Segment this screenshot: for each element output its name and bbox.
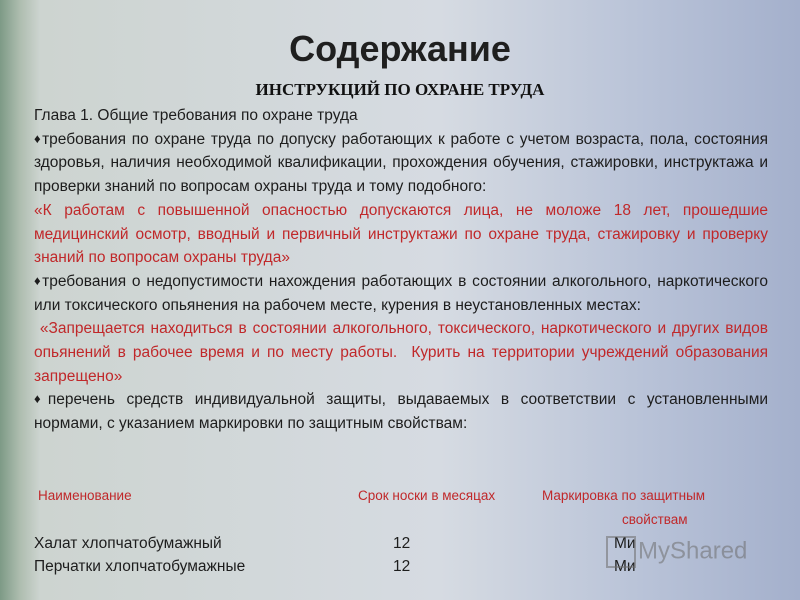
paragraph-2 <box>34 270 768 317</box>
table-header-name: Наименование <box>38 488 132 503</box>
slide-subtitle: ИНСТРУКЦИЙ ПО ОХРАНЕ ТРУДА <box>255 80 545 99</box>
watermark-logo-icon <box>606 536 636 568</box>
diamond-bullet-icon: ♦ <box>34 130 43 146</box>
table-row-1-term: 12 <box>393 535 411 552</box>
table-row-2-name: Перчатки хлопчатобумажные <box>34 558 246 575</box>
quote-2: «Запрещается находиться в состоянии алкогольного, токсического, наркотического и других видов опьянений в рабочее время и по месту работы. Курить на территории учреждений образования запрещено» <box>34 320 773 385</box>
paragraph-3-text: перечень средств индивидуальной защиты, выдаваемых в соответствии с установленными нормами, с указанием маркировки по защитным свойствам: <box>34 391 769 433</box>
watermark <box>606 536 747 568</box>
chapter-heading: Глава 1. Общие требования по охране труда <box>34 107 358 124</box>
quote-1: «К работам с повышенной опасностью допускаются лица, не моложе 18 лет, прошедшие медицинский осмотр, вводный и первичный инструктажи по охране труда, стажировку и проверку знаний по вопросам охраны труда» <box>34 201 768 267</box>
table-row-1-mark: Ми <box>614 535 636 552</box>
table-header-mark-line2: свойствам <box>622 512 688 527</box>
paragraph-2-text: требования о недопустимости нахождения работающих в состоянии алкогольного, наркотического или токсического опьянения на рабочем месте, курения в неустановленных местах: <box>34 272 768 314</box>
paragraph-1-text: требования по охране труда по допуску работающих к работе с учетом возраста, пола, состояния здоровья, наличия необходимой квалификации, прохождения обучения, стажировки, инструктажа и проверки знаний по вопросам охраны труда и тому подобного: <box>34 130 768 196</box>
table-row-2-term: 12 <box>393 558 411 575</box>
watermark-text: MyShared <box>638 537 748 565</box>
paragraph-3 <box>34 388 768 435</box>
table-row-2-mark: Ми <box>614 558 636 575</box>
table-header-term: Срок носки в месяцах <box>358 488 496 503</box>
diamond-bullet-icon: ♦ <box>34 272 43 288</box>
table-header-mark-line1: Маркировка по защитным <box>542 488 706 503</box>
content-body <box>34 104 773 436</box>
table-row-1-name: Халат хлопчатобумажный <box>34 535 222 552</box>
paragraph-1 <box>34 128 768 199</box>
diamond-bullet-icon: ♦ <box>34 391 48 407</box>
slide-title: Содержание <box>289 28 511 69</box>
